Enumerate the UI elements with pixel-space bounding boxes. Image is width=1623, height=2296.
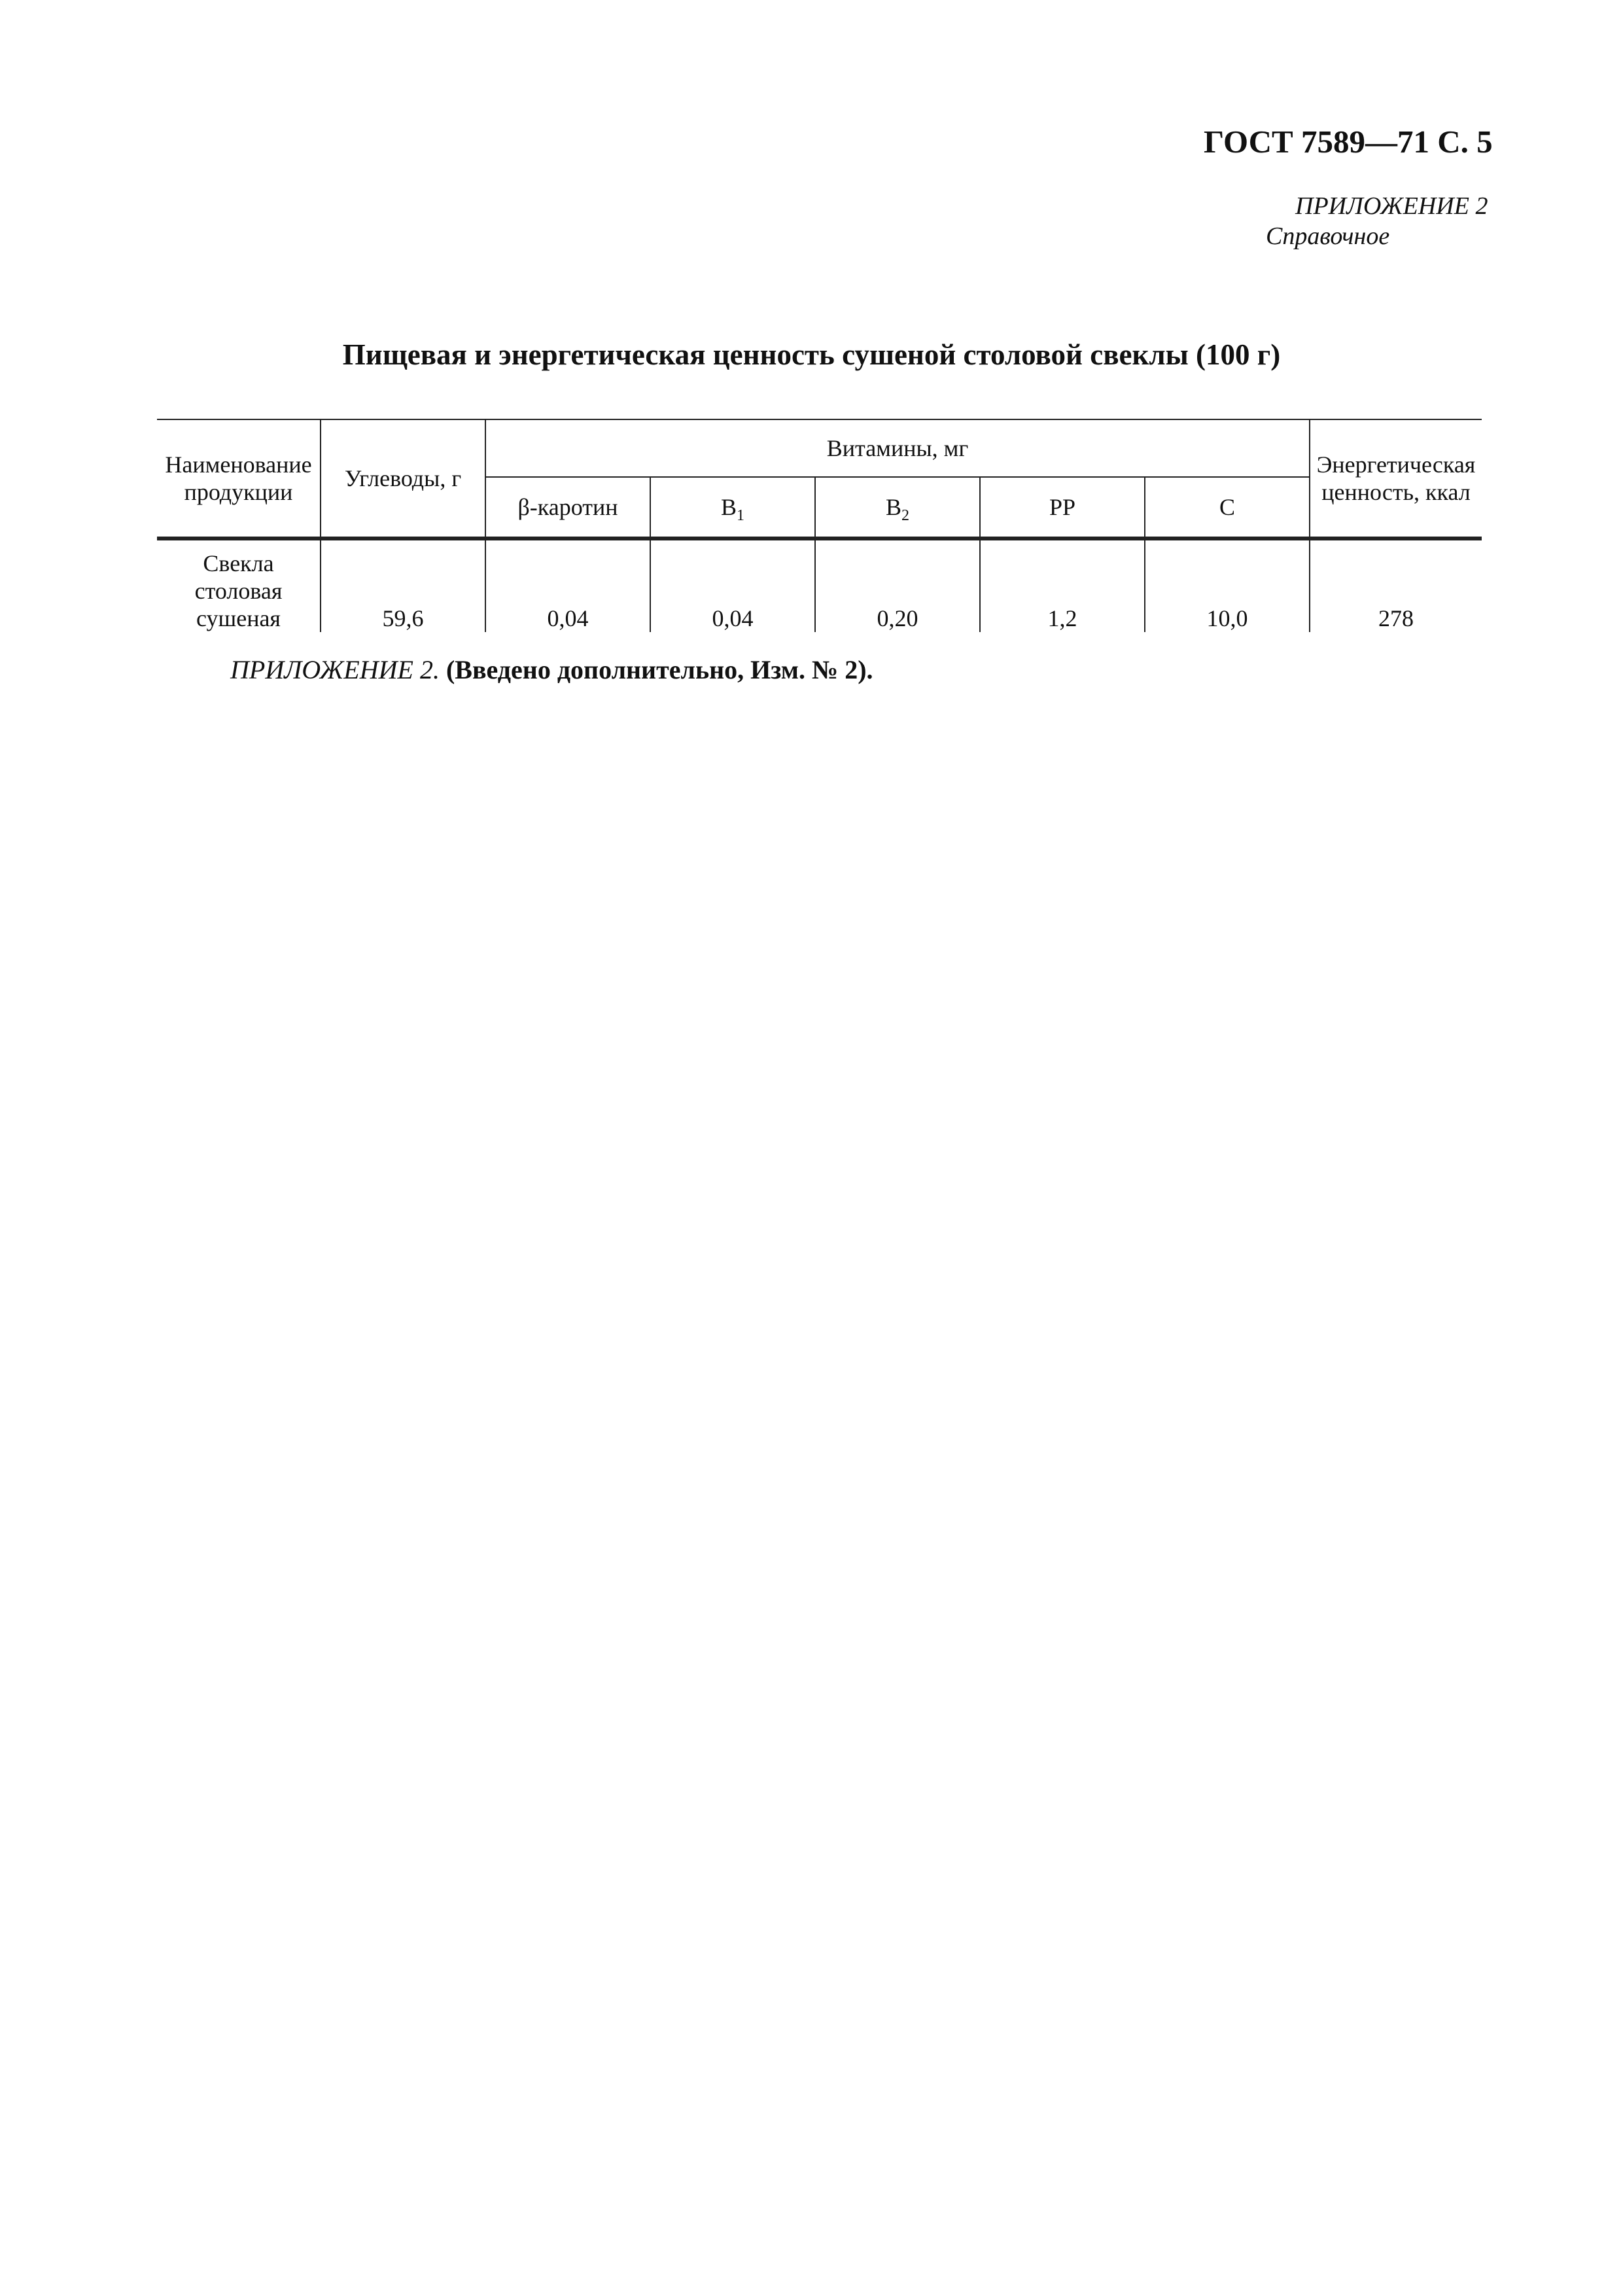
cell-pp: 1,2 (980, 539, 1145, 632)
table-title: Пищевая и энергетическая ценность сушеной столовой свеклы (100 г) (342, 338, 1281, 371)
b2-base: B (885, 494, 901, 520)
table-header-row (157, 419, 1482, 477)
appendix-block (1266, 191, 1488, 251)
b1-sub: 1 (737, 507, 744, 525)
col-header-name: Наименование продукции (157, 419, 321, 539)
amendment-note-text: (Введено дополнительно, Изм. № 2). (445, 655, 873, 684)
cell-b2: 0,20 (815, 539, 980, 632)
col-header-pp: PP (980, 477, 1145, 539)
col-header-beta-carotene: β-каротин (485, 477, 650, 539)
amendment-note-label: ПРИЛОЖЕНИЕ 2. (230, 655, 440, 684)
col-header-carbs: Углеводы, г (321, 419, 485, 539)
cell-c: 10,0 (1145, 539, 1310, 632)
page-header: ГОСТ 7589—71 С. 5 (1204, 124, 1493, 160)
appendix-number: ПРИЛОЖЕНИЕ 2 (1295, 192, 1488, 220)
b2-sub: 2 (901, 507, 909, 525)
col-header-energy: Энергетическая ценность, ккал (1310, 419, 1482, 539)
col-header-b1 (650, 477, 815, 539)
b1-base: B (720, 494, 737, 520)
nutrition-table (157, 419, 1482, 632)
cell-name: Свекла столовая сушеная (157, 539, 321, 632)
col-header-b2 (815, 477, 980, 539)
col-header-vitamins: Витамины, мг (485, 419, 1310, 477)
cell-beta-carotene: 0,04 (485, 539, 650, 632)
appendix-type: Справочное (1266, 222, 1390, 250)
cell-b1: 0,04 (650, 539, 815, 632)
cell-carbs: 59,6 (321, 539, 485, 632)
cell-energy: 278 (1310, 539, 1482, 632)
amendment-note (230, 654, 873, 685)
col-header-c: C (1145, 477, 1310, 539)
table-row (157, 539, 1482, 632)
